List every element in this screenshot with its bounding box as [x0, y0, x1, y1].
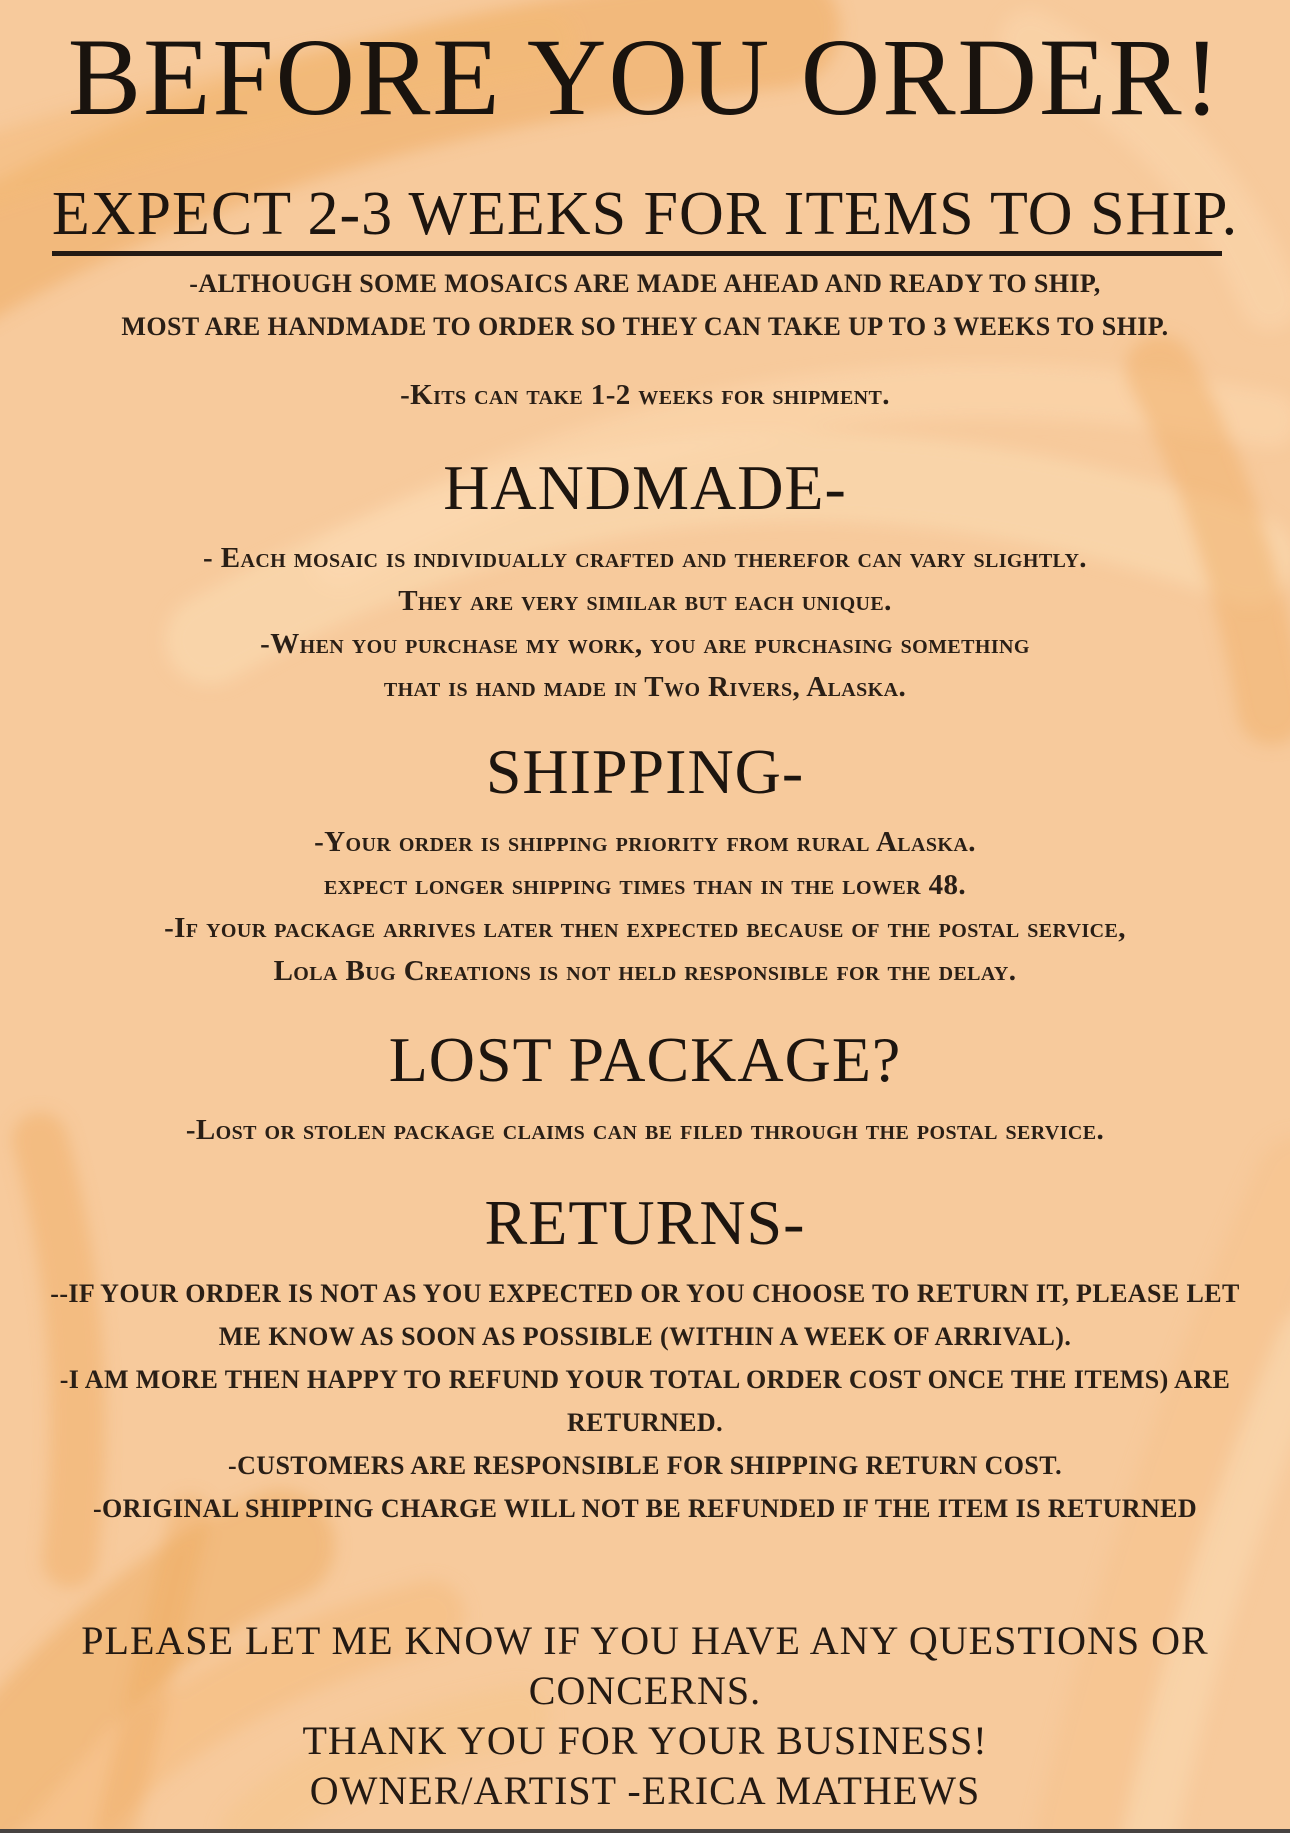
policy-line: --IF YOUR ORDER IS NOT AS YOU EXPECTED OR YOU CHOOSE TO RETURN IT, PLEASE LET ME KNOW AS SOON AS POSSIBLE (WITHIN A WEEK OF ARRIVAL).	[50, 1278, 1240, 1351]
policy-line: -ALTHOUGH SOME MOSAICS ARE MADE AHEAD AND READY TO SHIP,	[189, 268, 1101, 298]
lost-package-paragraph	[30, 1109, 1260, 1152]
footer-questions-line: PLEASE LET ME KNOW IF YOU HAVE ANY QUESTIONS OR CONCERNS.	[81, 1617, 1209, 1713]
kits-policy-line: -Kits can take 1-2 weeks for shipment.	[400, 378, 890, 411]
policy-line: Lola Bug Creations is not held responsible for the delay.	[273, 954, 1017, 987]
section-heading-shipping-time	[0, 179, 1290, 250]
underlined-heading-text: EXPECT 2-3 WEEKS FOR ITEMS TO SHIP	[52, 180, 1222, 256]
policy-line: MOST ARE HANDMADE TO ORDER SO THEY CAN TAKE UP TO 3 WEEKS TO SHIP.	[121, 311, 1169, 341]
footer-thanks-line: THANK YOU FOR YOUR BUSINESS!	[302, 1717, 988, 1763]
policy-line: - Each mosaic is individually crafted and therefor can vary slightly.	[203, 541, 1087, 574]
heading-period: .	[1221, 179, 1239, 248]
section-heading-lost-package: LOST PACKAGE?	[388, 1023, 902, 1095]
policy-line: -I AM MORE THEN HAPPY TO REFUND YOUR TOTAL ORDER COST ONCE THE ITEMS) ARE RETURNED.	[59, 1364, 1231, 1437]
handmade-paragraph	[30, 537, 1260, 709]
shipping-paragraph	[30, 821, 1260, 993]
policy-line: expect longer shipping times than in the lower 48.	[323, 868, 967, 901]
policy-line: -If your package arrives later then expected because of the postal service,	[164, 911, 1126, 944]
policy-line: -ORIGINAL SHIPPING CHARGE WILL NOT BE REFUNDED IF THE ITEM IS RETURNED	[92, 1493, 1198, 1523]
section-shipping	[0, 735, 1290, 993]
policy-line: that is hand made in Two Rivers, Alaska.	[383, 670, 907, 703]
policy-line: -When you purchase my work, you are purchasing something	[260, 627, 1030, 660]
footer-owner-line: OWNER/ARTIST -ERICA MATHEWS	[309, 1767, 981, 1813]
section-lost-package	[0, 1023, 1290, 1152]
section-handmade	[0, 451, 1290, 709]
policy-line: -Lost or stolen package claims can be filed through the postal service.	[185, 1113, 1105, 1146]
section-heading-returns: RETURNS-	[484, 1186, 806, 1258]
section-shipping-time	[0, 179, 1290, 417]
poster-footer	[65, 1616, 1225, 1816]
policy-line: They are very similar but each unique.	[398, 584, 892, 617]
page-title: BEFORE YOU ORDER!	[67, 16, 1223, 138]
shipping-time-paragraph	[30, 262, 1260, 417]
returns-paragraph	[30, 1272, 1260, 1530]
policy-line: -Your order is shipping priority from rural Alaska.	[314, 825, 976, 858]
bottom-edge-line	[0, 1829, 1290, 1833]
section-heading-shipping: SHIPPING-	[485, 735, 805, 807]
section-returns	[0, 1186, 1290, 1530]
section-heading-handmade: HANDMADE-	[443, 451, 847, 523]
policy-line: -CUSTOMERS ARE RESPONSIBLE FOR SHIPPING RETURN COST.	[228, 1450, 1062, 1480]
